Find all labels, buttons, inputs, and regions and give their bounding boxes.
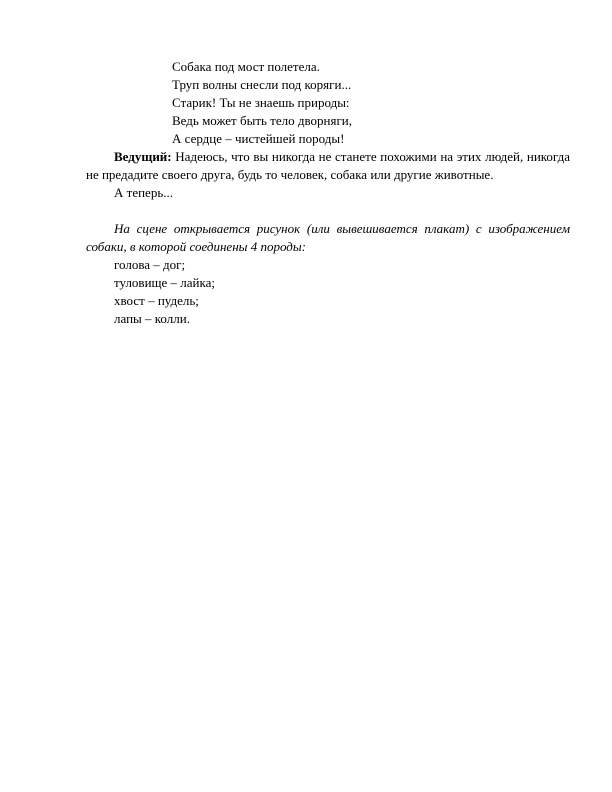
- stage-direction: На сцене открывается рисунок (или вывешивается плакат) с изображением собаки, в которой соединены 4 породы:: [86, 221, 570, 254]
- poem-line: А сердце – чистейшей породы!: [172, 131, 345, 146]
- poem-line: Труп волны снесли под коряги...: [172, 77, 352, 92]
- poem-stanza: [172, 58, 552, 148]
- breed-item: голова – дог;: [114, 257, 186, 272]
- poem-line: Собака под мост полетела.: [172, 59, 320, 74]
- speaker-label: Ведущий:: [114, 149, 172, 164]
- host-speech: Надеюсь, что вы никогда не станете похожими на этих людей, никогда не предадите своего друга, будь то человек, собака или другие животные.: [86, 149, 570, 182]
- host-paragraph: [86, 148, 570, 184]
- now-line: А теперь...: [114, 185, 173, 200]
- breed-item: туловище – лайка;: [114, 275, 216, 290]
- paragraph-spacer: [86, 202, 570, 220]
- poem-line: Старик! Ты не знаешь природы:: [172, 95, 350, 110]
- breed-list: [86, 256, 570, 328]
- poem-line: Ведь может быть тело дворняги,: [172, 113, 353, 128]
- breed-item: хвост – пудель;: [114, 293, 199, 308]
- breed-item: лапы – колли.: [114, 311, 190, 326]
- document-body: [86, 148, 570, 328]
